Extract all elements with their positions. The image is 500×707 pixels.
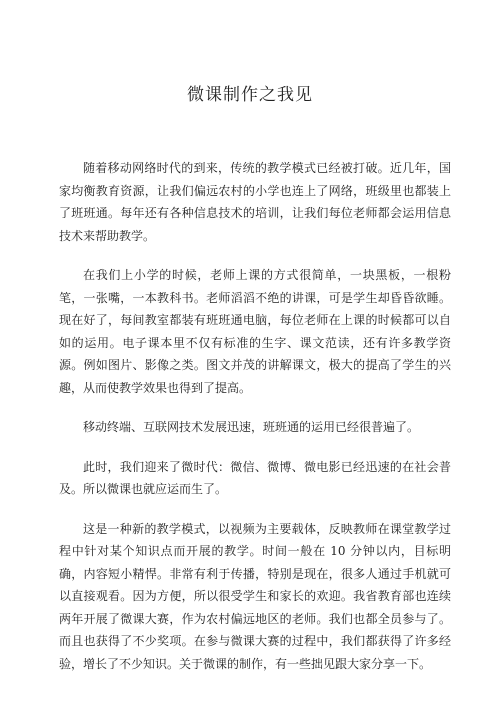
paragraph-5: 这是一种新的教学模式，以视频为主要载体，反映教师在课堂教学过程中针对某个知识点而开展的教学。时间一般在 10 分钟以内，目标明确，内容短小精悍。非常有利于传播，特别是现在，很多人通过手机就可以直接观看。因为方便，所以很受学生和家长的欢迎。我省教育部也连续两年开展了微课大赛，作为农村偏远地区的老师。我们也都全员参与了。而且也获得了不少奖项。在参与微课大赛的过程中，我们都获得了许多经验，增长了不少知识。关于微课的制作，有一些拙见跟大家分享一下。: [59, 521, 451, 671]
paragraph-2: 在我们上小学的时候，老师上课的方式很简单，一块黑板，一根粉笔，一张嘴，一本教科书。老师滔滔不绝的讲课，可是学生却昏昏欲睡。现在好了，每间教室都装有班班通电脑，每位老师在上课的时候都可以自如的运用。电子课本里不仅有标准的生字、课文范读，还有许多教学资源。例如图片、影像之类。图文并茂的讲解课文，极大的提高了学生的兴趣，从而使教学效果也得到了提高。: [59, 268, 451, 395]
document-title: 微课制作之我见: [187, 85, 313, 105]
document-body: [59, 157, 451, 692]
paragraph-3: 移动终端、互联网技术发展迅速，班班通的运用已经很普遍了。: [83, 420, 420, 434]
paragraph-1: 随着移动网络时代的到来，传统的教学模式已经被打破。近几年，国家均衡教育资源，让我们偏远农村的小学也连上了网络，班级里也都装上了班班通。每年还有各种信息技术的培训，让我们每位老师都会运用信息技术来帮助教学。: [59, 161, 451, 243]
paragraph-4: 此时，我们迎来了微时代：微信、微博、微电影已经迅速的在社会普及。所以微课也就应运而生了。: [59, 459, 451, 496]
